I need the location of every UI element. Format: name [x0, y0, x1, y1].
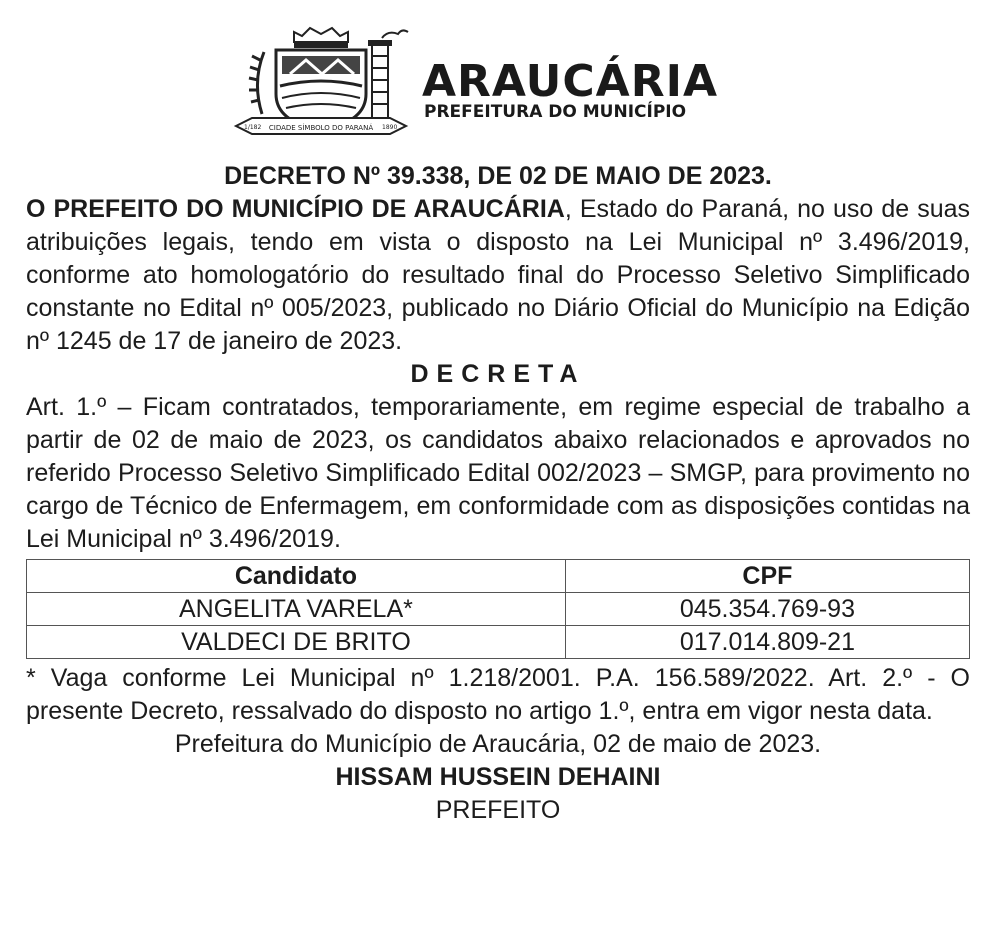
- brand-block: [422, 56, 719, 122]
- crest-year-left: 1/182: [244, 124, 262, 131]
- signer-name: HISSAM HUSSEIN DEHAINI: [335, 763, 661, 791]
- column-header-cpf: CPF: [565, 560, 969, 593]
- candidates-table: [26, 559, 970, 659]
- candidate-name: ANGELITA VARELA*: [27, 593, 566, 626]
- table-row: [27, 626, 970, 659]
- intro-bold: O PREFEITO DO MUNICÍPIO DE ARAUCÁRIA: [26, 195, 565, 223]
- intro-text: , Estado do Paraná, no uso de suas atribuições legais, tendo em vista o disposto na Lei Municipal nº 3.496/2019, conforme ato homologatório do resultado final do Processo Seletivo Simplificado constante no Edital nº 005/2023, publicado no Diário Oficial do Município na Edição nº 1245 de 17 de janeiro de 2023.: [26, 195, 970, 355]
- signer-title: PREFEITO: [435, 796, 561, 824]
- candidate-cpf: 045.354.769-93: [565, 593, 969, 626]
- intro-paragraph: [26, 193, 970, 358]
- article-1: Art. 1.º – Ficam contratados, temporariamente, em regime especial de trabalho a partir de 02 de maio de 2023, os candidatos abaixo relacionados e aprovados no referido Processo Seletivo Simplificado Edital 002/2023 – SMGP, para provimento no cargo de Técnico de Enfermagem, em conformidade com as disposições contidas na Lei Municipal nº 3.496/2019.: [26, 393, 970, 553]
- place-date: Prefeitura do Município de Araucária, 02 de maio de 2023.: [174, 730, 822, 758]
- table-header-row: [27, 560, 970, 593]
- crest-year-right: 1890: [382, 124, 398, 131]
- footnote-article-2: * Vaga conforme Lei Municipal nº 1.218/2001. P.A. 156.589/2022. Art. 2.º - O presente Decreto, ressalvado do disposto no artigo 1.º, entra em vigor nesta data.: [26, 664, 970, 725]
- crest-banner-text: CIDADE SÍMBOLO DO PARANÁ: [268, 124, 374, 132]
- candidate-name: VALDECI DE BRITO: [27, 626, 566, 659]
- brand-subtitle: PREFEITURA DO MUNICÍPIO: [424, 102, 687, 122]
- municipal-crest-icon: [232, 22, 410, 140]
- letterhead: [232, 22, 772, 142]
- candidate-cpf: 017.014.809-21: [565, 626, 969, 659]
- table-row: [27, 593, 970, 626]
- column-header-candidato: Candidato: [27, 560, 566, 593]
- decreta-heading: DECRETA: [410, 360, 586, 388]
- brand-name: ARAUCÁRIA: [422, 56, 719, 107]
- decree-body: [26, 160, 970, 827]
- decree-title: DECRETO Nº 39.338, DE 02 DE MAIO DE 2023.: [224, 162, 772, 190]
